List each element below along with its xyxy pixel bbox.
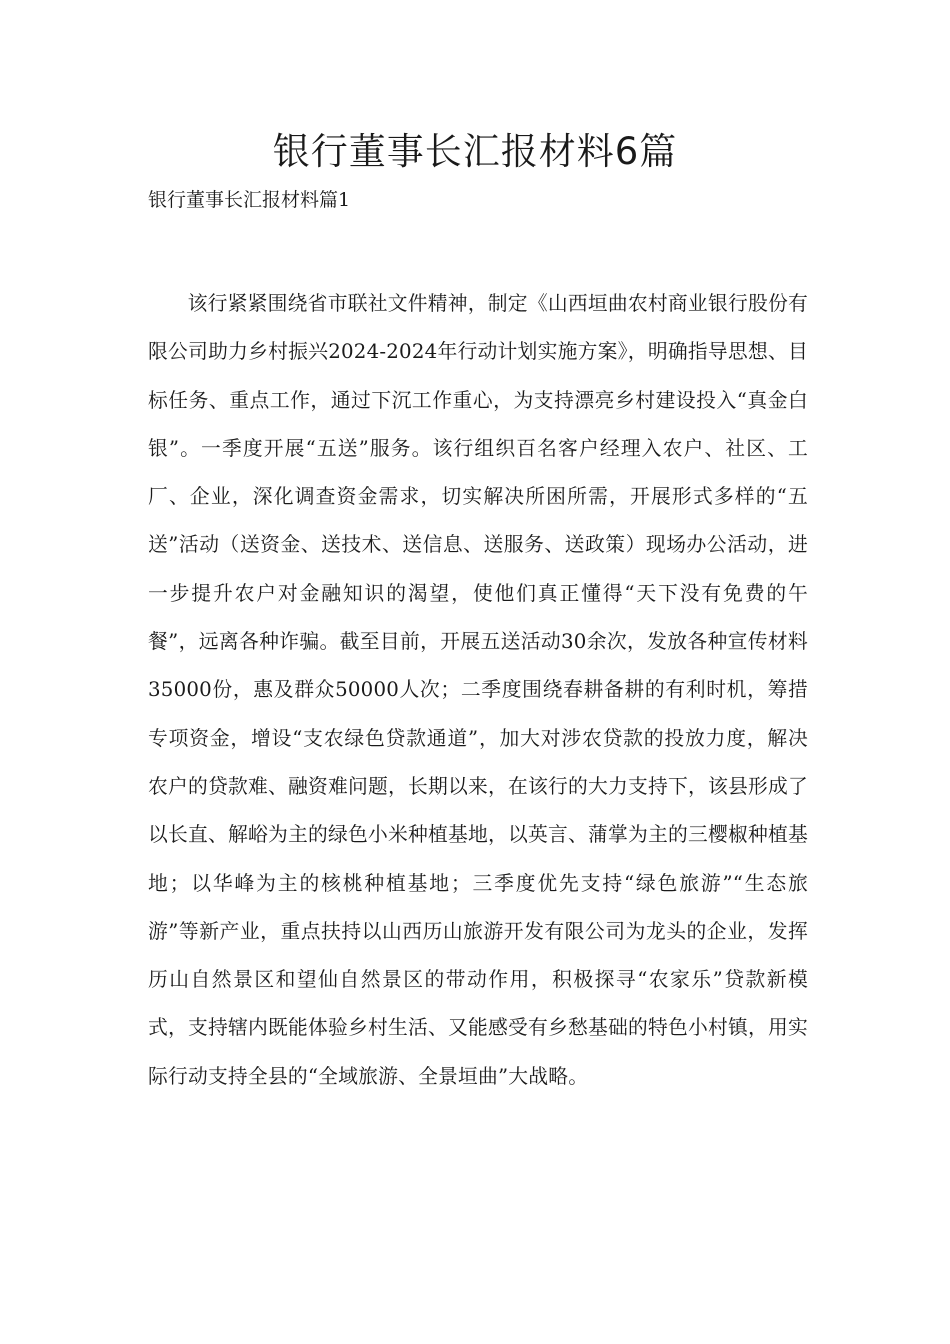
document-title: 银行董事长汇报材料6篇: [272, 130, 678, 173]
section-heading: 银行董事长汇报材料篇1: [148, 189, 351, 211]
body-paragraph: 该行紧紧围绕省市联社文件精神，制定《山西垣曲农村商业银行股份有限公司助力乡村振兴2024-2024年行动计划实施方案》，明确指导思想、目标任务、重点工作，通过下沉工作重心，为支持漂亮乡村建设投入“真金白银”。一季度开展“五送”服务。该行组织百名客户经理入农户、社区、工厂、企业，深化调查资金需求，切实解决所困所需，开展形式多样的“五送”活动（送资金、送技术、送信息、送服务、送政策）现场办公活动，进一步提升农户对金融知识的渴望，使他们真正懂得“天下没有免费的午餐”，远离各种诈骗。截至目前，开展五送活动30余次，发放各种宣传材料35000份，惠及群众50000人次；二季度围绕春耕备耕的有利时机，筹措专项资金，增设“支农绿色贷款通道”，加大对涉农贷款的投放力度，解决农户的贷款难、融资难问题，长期以来，在该行的大力支持下，该县形成了以长直、解峪为主的绿色小米种植基地，以英言、蒲掌为主的三樱椒种植基地；以华峰为主的核桃种植基地；三季度优先支持“绿色旅游”“生态旅游”等新产业，重点扶持以山西历山旅游开发有限公司为龙头的企业，发挥历山自然景区和望仙自然景区的带动作用，积极探寻“农家乐”贷款新模式，支持辖内既能体验乡村生活、又能感受有乡愁基础的特色小村镇，用实际行动支持全县的“全域旅游、全景垣曲”大战略。: [148, 292, 808, 1088]
